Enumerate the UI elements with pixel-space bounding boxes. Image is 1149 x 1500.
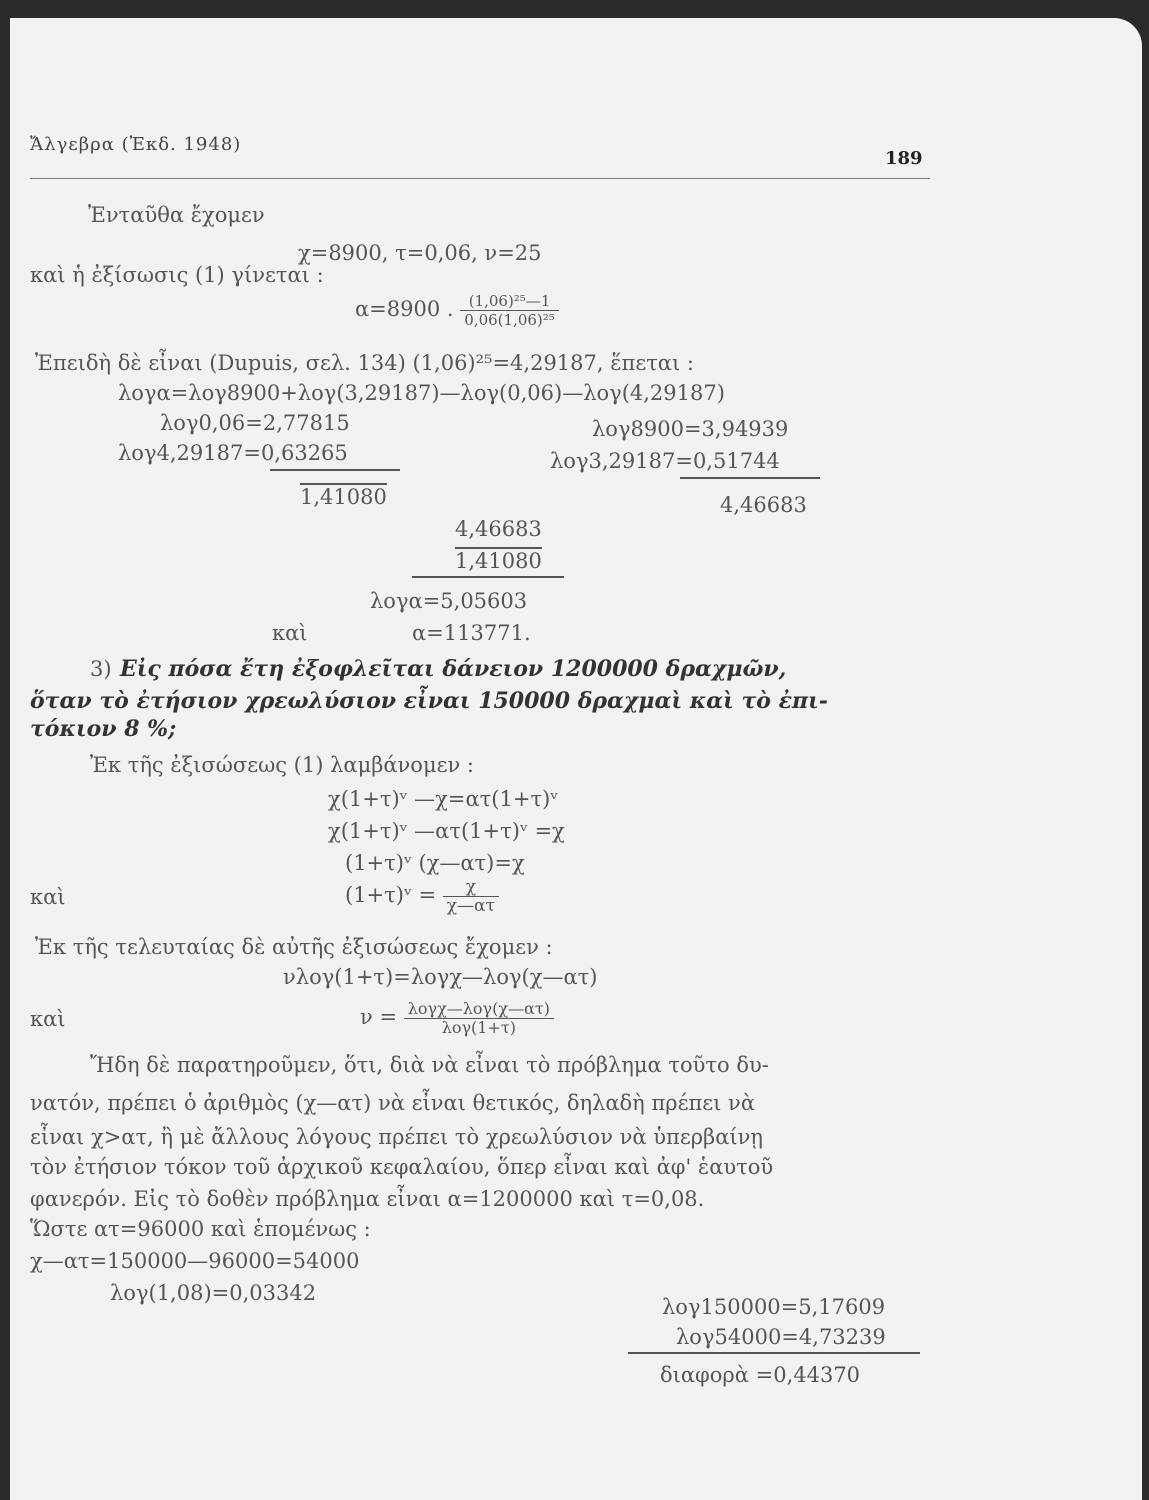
- equation-lhs: ν =: [360, 1005, 398, 1029]
- equation: χ—ατ=150000—96000=54000: [30, 1249, 360, 1273]
- equation: (1+τ)ᵛ (χ—ατ)=χ: [345, 851, 525, 875]
- fraction-denominator: χ—ατ: [446, 896, 495, 916]
- text-line: Ἐπειδὴ δὲ εἶναι (Dupuis, σελ. 134) (1,06)²⁵=4,29187, ἕπεται :: [35, 351, 694, 375]
- fraction-numerator: χ: [443, 878, 499, 897]
- text-kai: καὶ: [30, 1007, 66, 1031]
- paragraph-line: εἶναι χ>ατ, ἢ μὲ ἄλλους λόγους πρέπει τὸ χρεωλύσιον νὰ ὑπερβαίνῃ: [30, 1125, 763, 1149]
- problem-statement: ὅταν τὸ ἐτήσιον χρεωλύσιον εἶναι 150000 δραχμαὶ καὶ τὸ ἐπι-: [30, 688, 828, 714]
- difference-rule: [628, 1352, 920, 1354]
- problem-statement: Εἰς πόσα ἔτη ἐξοφλεῖται δάνειον 1200000 δραχμῶν,: [120, 656, 787, 682]
- log-value: λογ(1,08)=0,03342: [110, 1281, 317, 1305]
- equation: νλογ(1+τ)=λογχ—λογ(χ—ατ): [283, 965, 598, 989]
- fraction-numerator: (1,06)²⁵—1: [460, 292, 559, 311]
- fraction-numerator: λογχ—λογ(χ—ατ): [404, 1000, 554, 1019]
- equation: χ(1+τ)ᵛ —ατ(1+τ)ᵛ =χ: [328, 819, 565, 843]
- problem-number: 3): [90, 657, 112, 681]
- log-value: λογ3,29187=0,51744: [550, 449, 780, 473]
- equation-fraction: [345, 878, 499, 915]
- equation: χ(1+τ)ᵛ —χ=ατ(1+τ)ᵛ: [328, 787, 559, 811]
- equation-lhs: α=8900 .: [355, 297, 454, 321]
- text-line: καὶ ἡ ἐξίσωσις (1) γίνεται :: [30, 263, 324, 287]
- text-line: Ἐνταῦθα ἔχομεν: [88, 203, 265, 227]
- log-value: 4,46683: [455, 517, 542, 541]
- fraction-denominator: 0,06(1,06)²⁵: [464, 311, 555, 329]
- fraction: [404, 1000, 554, 1037]
- equation-values: χ=8900, τ=0,06, ν=25: [298, 241, 542, 265]
- log-sum: 1,41080: [300, 485, 387, 509]
- result-alpha: α=113771.: [412, 621, 531, 645]
- paragraph-line: νατόν, πρέπει ὁ ἀριθμὸς (χ—ατ) νὰ εἶναι θετικός, δηλαδὴ πρέπει νὰ: [30, 1091, 756, 1115]
- difference-rule: [412, 576, 564, 578]
- text-line: Ἐκ τῆς τελευταίας δὲ αὐτῆς ἐξισώσεως ἔχομεν :: [35, 935, 553, 959]
- log-sum: 4,46683: [720, 493, 807, 517]
- log-value: λογ4,29187=0,63265: [118, 441, 348, 465]
- running-title: Ἄλγεβρα (Ἐκδ. 1948): [30, 134, 242, 155]
- header-rule: [30, 178, 930, 179]
- equation-lhs: (1+τ)ᵛ =: [345, 883, 437, 907]
- fraction-denominator: λογ(1+τ): [441, 1018, 516, 1037]
- paragraph-line: Ὥστε ατ=96000 καὶ ἑπομένως :: [30, 1217, 371, 1241]
- log-value: 1,41080: [455, 549, 542, 573]
- log-value: λογ0,06=2,77815: [160, 411, 350, 435]
- text-line: Ἐκ τῆς ἐξισώσεως (1) λαμβάνομεν :: [90, 753, 474, 777]
- log-value: λογ8900=3,94939: [592, 417, 789, 441]
- log-value: λογ150000=5,17609: [662, 1295, 886, 1319]
- problem-statement: τόκιον 8 %;: [30, 716, 177, 742]
- paragraph-line: τὸν ἐτήσιον τόκον τοῦ ἀρχικοῦ κεφαλαίου, ὅπερ εἶναι καὶ ἀφ' ἑαυτοῦ: [30, 1155, 774, 1179]
- fraction: [460, 292, 559, 329]
- equation-log: λογα=λογ8900+λογ(3,29187)—λογ(0,06)—λογ(4,29187): [118, 381, 725, 405]
- log-alpha: λογα=5,05603: [370, 589, 528, 613]
- log-value: λογ54000=4,73239: [676, 1325, 886, 1349]
- log-difference: διαφορὰ =0,44370: [660, 1363, 861, 1387]
- equation-alpha: [355, 292, 559, 329]
- text-kai: καὶ: [30, 885, 66, 909]
- equation-fraction: [360, 1000, 554, 1037]
- page-number: 189: [885, 148, 923, 169]
- paragraph-line: φανερόν. Εἰς τὸ δοθὲν πρόβλημα εἶναι α=1200000 καὶ τ=0,08.: [30, 1187, 705, 1211]
- sum-rule: [270, 469, 400, 471]
- fraction: [443, 878, 499, 915]
- paragraph-line: Ἤδη δὲ παρατηροῦμεν, ὅτι, διὰ νὰ εἶναι τὸ πρόβλημα τοῦτο δυ-: [90, 1053, 769, 1077]
- sum-rule: [680, 477, 820, 479]
- text-kai: καὶ: [272, 621, 308, 645]
